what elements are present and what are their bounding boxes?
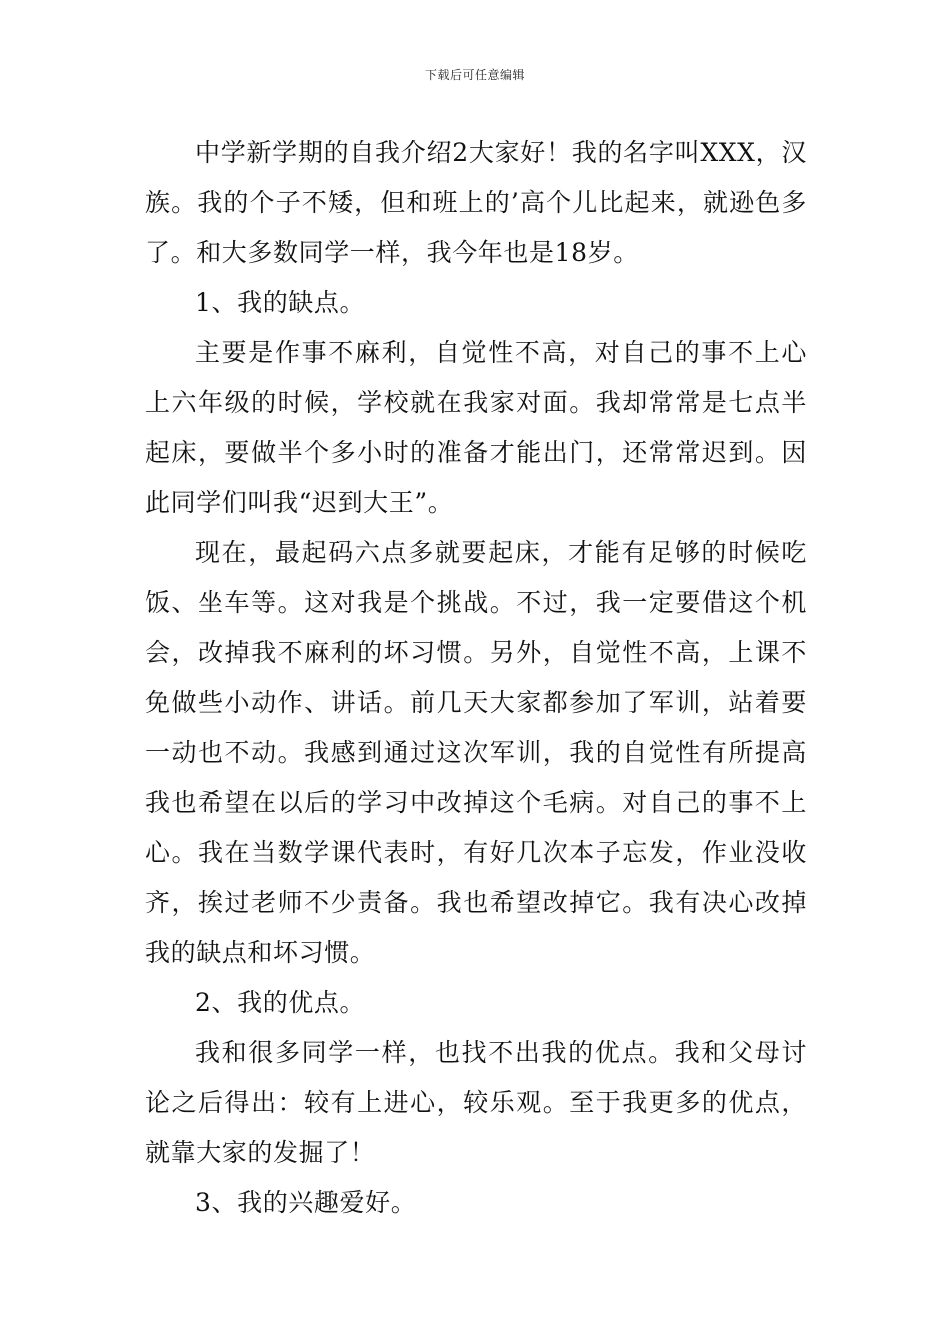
- paragraph-intro: 中学新学期的自我介绍2大家好！我的名字叫XXX，汉族。我的个子不矮，但和班上的’高个儿比起来，就逊色多了。和大多数同学一样，我今年也是18岁。: [145, 138, 807, 267]
- heading-hobbies: 3、我的兴趣爱好。: [195, 1188, 417, 1217]
- page-header-note: 下载后可任意编辑: [424, 68, 525, 82]
- document-body: [145, 128, 807, 1228]
- heading-shortcomings: 1、我的缺点。: [195, 288, 366, 317]
- heading-strengths: 2、我的优点。: [195, 988, 366, 1017]
- paragraph-improvement: 现在，最起码六点多就要起床，才能有足够的时候吃饭、坐车等。这对我是个挑战。不过，我一定要借这个机会，改掉我不麻利的坏习惯。另外，自觉性不高，上课不免做些小动作、讲话。前几天大家都参加了军训，站着要一动也不动。我感到通过这次军训，我的自觉性有所提高我也希望在以后的学习中改掉这个毛病。对自己的事不上心。我在当数学课代表时，有好几次本子忘发，作业没收齐，挨过老师不少责备。我也希望改掉它。我有决心改掉我的缺点和坏习惯。: [145, 538, 807, 967]
- paragraph-shortcomings: 主要是作事不麻利，自觉性不高，对自己的事不上心上六年级的时候，学校就在我家对面。我却常常是七点半起床，要做半个多小时的准备才能出门，还常常迟到。因此同学们叫我“迟到大王”。: [145, 338, 807, 517]
- paragraph-strengths: 我和很多同学一样，也找不出我的优点。我和父母讨论之后得出：较有上进心，较乐观。至于我更多的优点，就靠大家的发掘了！: [145, 1038, 807, 1167]
